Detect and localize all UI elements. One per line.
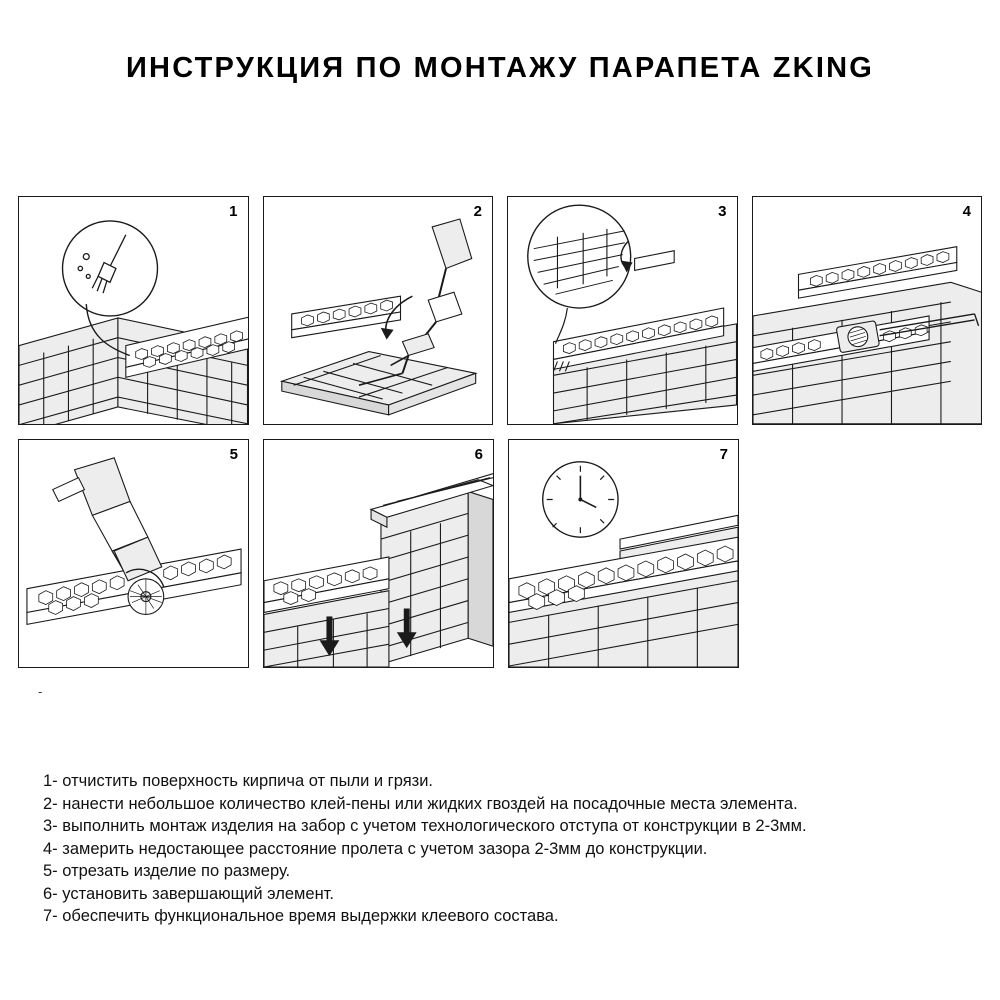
panel-mount-element xyxy=(507,196,738,425)
diagram-apply-glue-foam xyxy=(264,197,493,424)
caption-line: 2- нанести небольшое количество клей-пены или жидких гвоздей на посадочные места элемента. xyxy=(43,794,798,813)
panel-measure-gap xyxy=(752,196,983,425)
panel-number: 2 xyxy=(473,203,482,220)
panel-number: 7 xyxy=(719,446,728,463)
panel-number: 3 xyxy=(718,203,727,220)
panel-row-2 xyxy=(18,439,982,668)
stray-mark: - xyxy=(38,684,43,699)
diagram-mount-element xyxy=(508,197,737,424)
diagram-install-end-cap xyxy=(264,440,493,667)
panel-curing-time xyxy=(508,439,739,668)
caption-line: 4- замерить недостающее расстояние пролета с учетом зазора 2-3мм до конструкции. xyxy=(43,839,708,858)
caption-line: 7- обеспечить функциональное время выдержки клеевого состава. xyxy=(43,907,559,925)
caption-line: 5- отрезать изделие по размеру. xyxy=(43,862,291,880)
panel-cut-to-size xyxy=(18,439,249,668)
diagram-clean-surface xyxy=(19,197,248,424)
panel-install-end-cap xyxy=(263,439,494,668)
panel-number: 1 xyxy=(229,203,238,220)
caption-line: 1- отчистить поверхность кирпича от пыли и грязи. xyxy=(43,772,433,790)
panel-apply-glue-foam xyxy=(263,196,494,425)
caption-list xyxy=(43,770,973,928)
caption-line: 3- выполнить монтаж изделия на забор с учетом технологического отступа от конструкции в 2-3мм. xyxy=(43,817,807,835)
panel-row-1 xyxy=(18,196,982,425)
page-title: ИНСТРУКЦИЯ ПО МОНТАЖУ ПАРАПЕТА ZKING xyxy=(126,52,874,84)
diagram-curing-time xyxy=(509,440,738,667)
diagram-measure-gap xyxy=(753,197,982,424)
diagram-cut-to-size xyxy=(19,440,248,667)
panel-clean-surface xyxy=(18,196,249,425)
panel-number: 5 xyxy=(229,446,238,463)
panel-number: 6 xyxy=(474,446,483,463)
panel-number: 4 xyxy=(962,203,971,220)
caption-line: 6- установить завершающий элемент. xyxy=(43,884,334,903)
illustration-grid xyxy=(18,196,982,668)
